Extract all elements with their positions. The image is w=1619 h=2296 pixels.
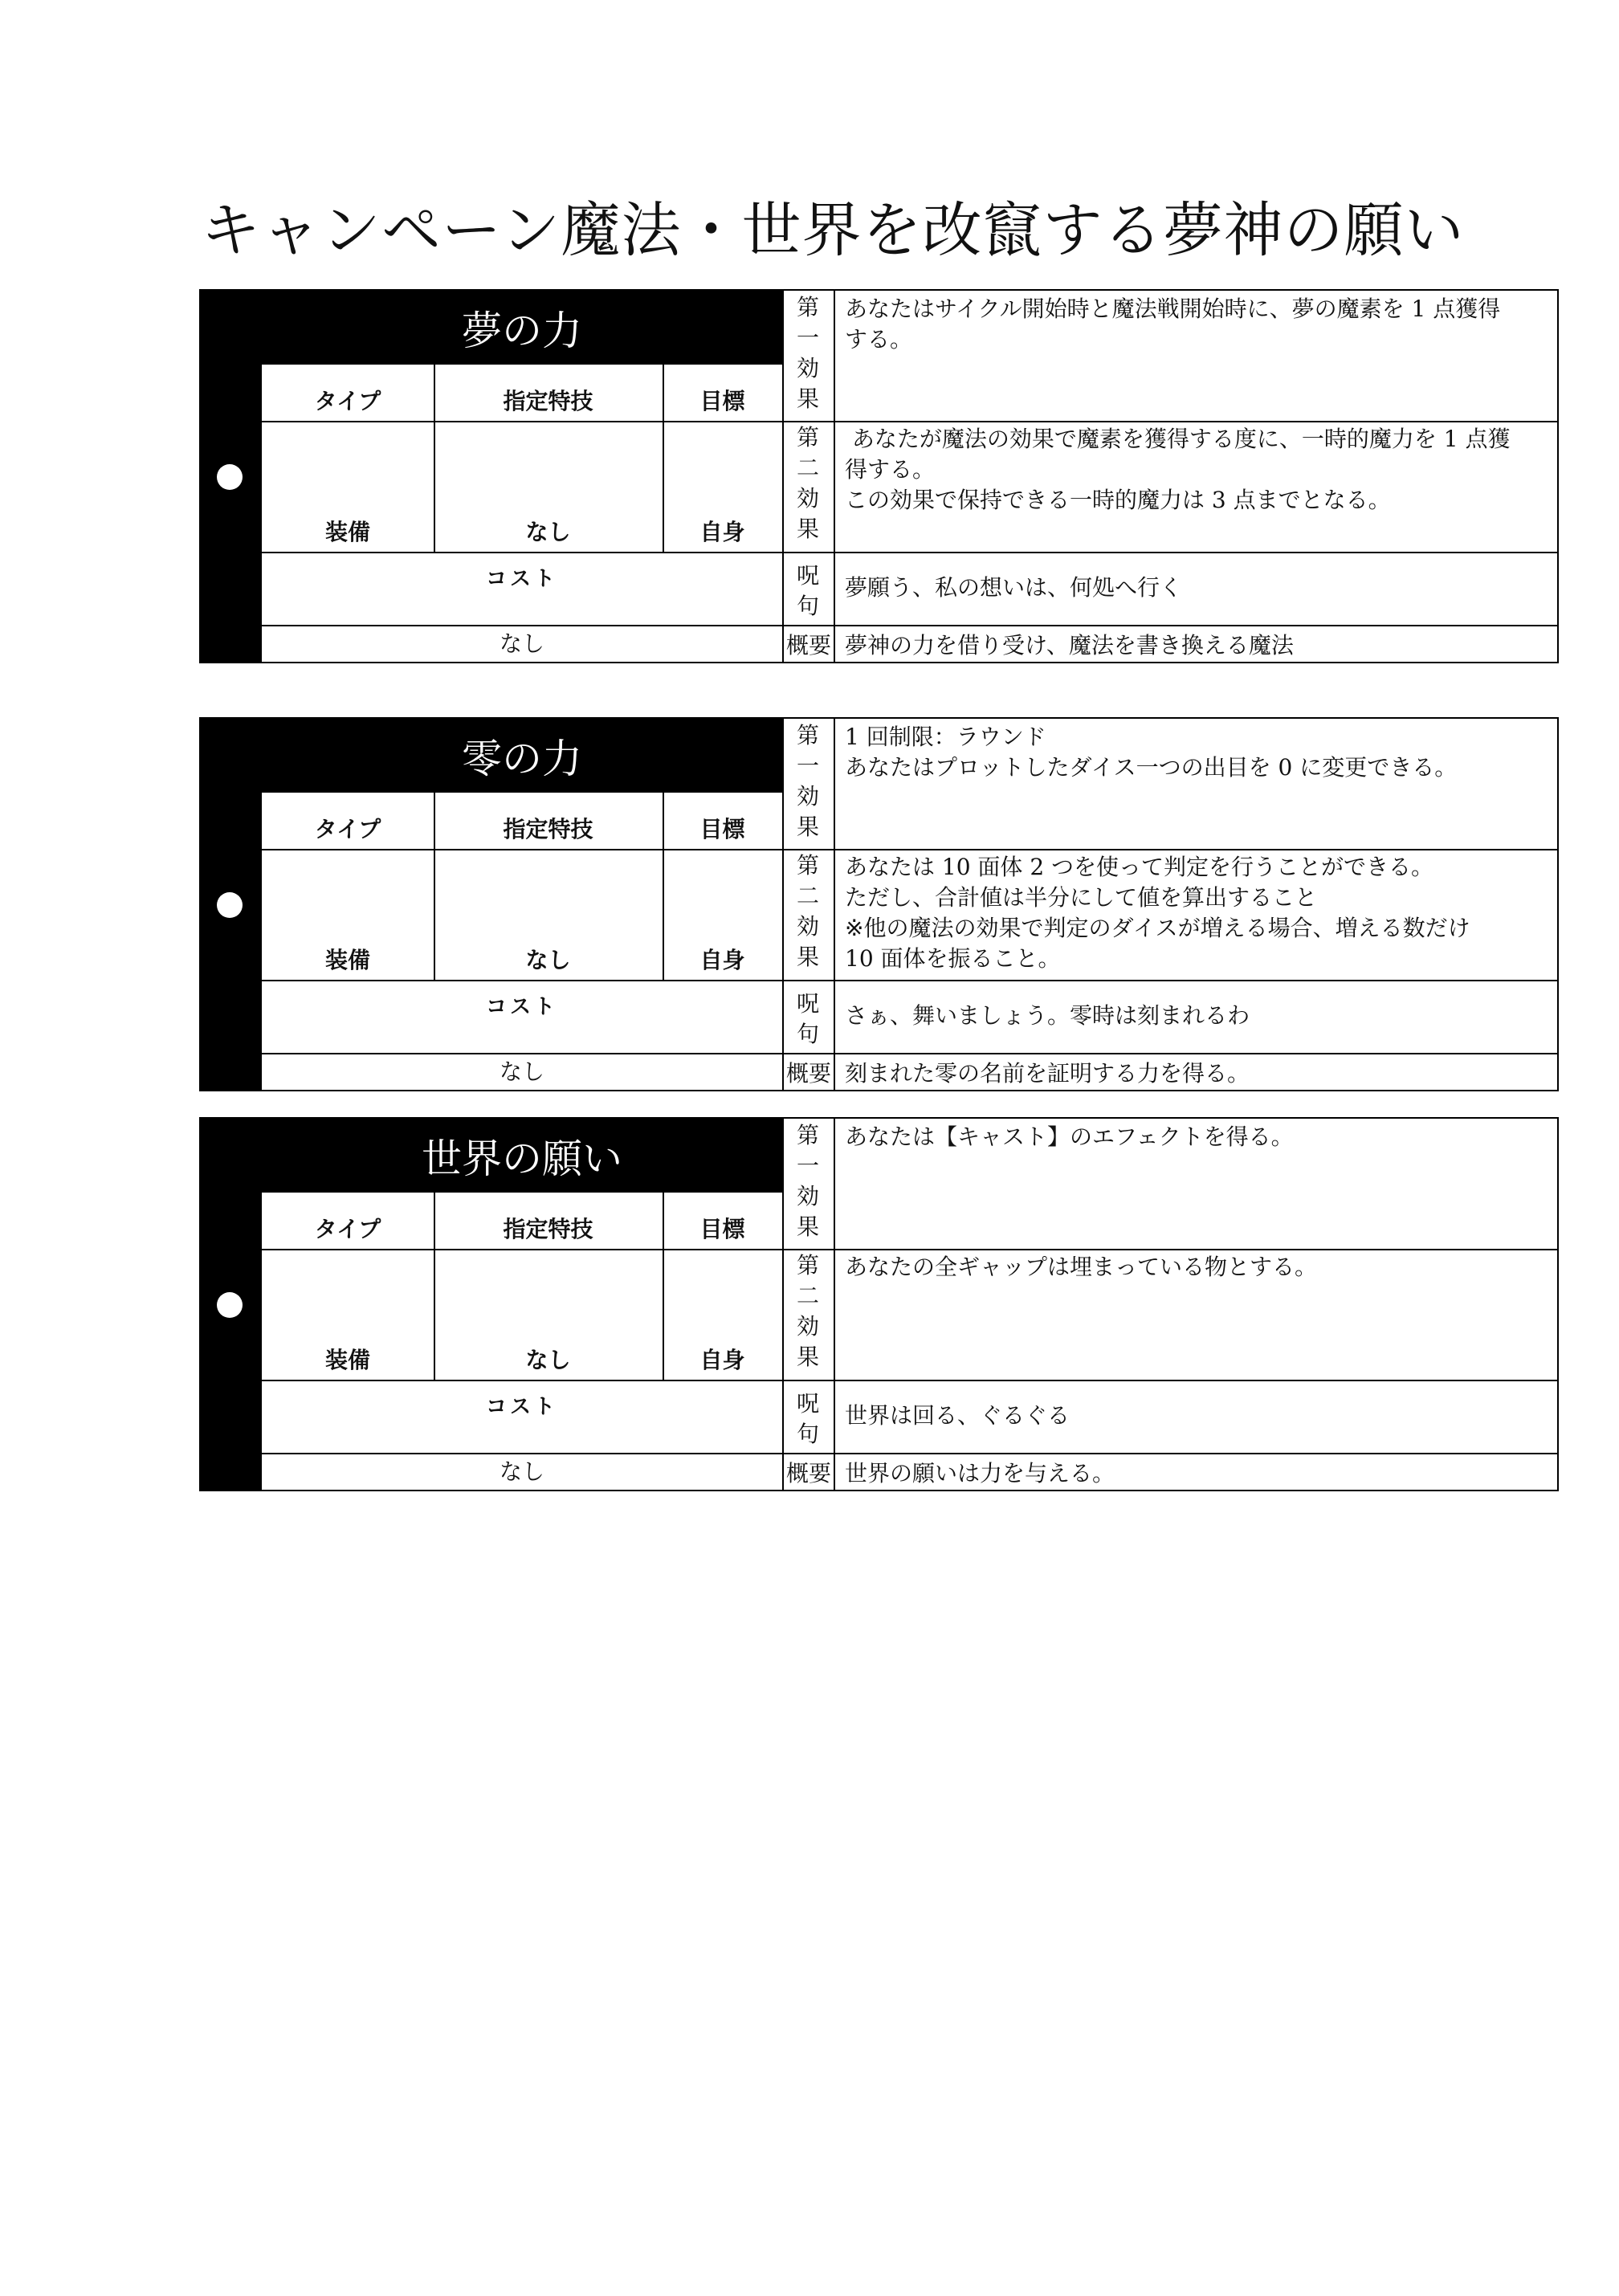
effect2-text: あなたは 10 面体 2 つを使って判定を行うことができる。 ただし、合計値は半分にして値を算出すること ※他の魔法の効果で判定のダイスが増える場合、増える数だけ 10 面体を振ること。: [845, 854, 1470, 972]
target-label: 目標: [699, 388, 745, 414]
incant-label: 呪 句: [796, 562, 819, 619]
cost-value: なし: [499, 630, 544, 657]
summary-label: 概要: [785, 632, 831, 659]
type-value: 装備: [324, 947, 370, 973]
card-grid: [262, 1117, 1559, 1491]
summary-label: 概要: [785, 1460, 831, 1486]
effect2-label: 第 二 効 果: [796, 852, 819, 970]
type-label: タイプ: [314, 816, 381, 842]
effect1-label: 第 一 効 果: [796, 1122, 819, 1240]
divider: [262, 980, 1557, 981]
effect2-text: あなたの全ギャップは埋まっている物とする。: [845, 1254, 1318, 1280]
spell-name: 世界の願い: [262, 1119, 782, 1193]
card-grid: [262, 717, 1559, 1091]
effect2-text: あなたが魔法の効果で魔素を獲得する度に、一時的魔力を 1 点獲 得する。 この効果で保持できる一時的魔力は 3 点までとなる。: [845, 426, 1511, 513]
spell-card: [199, 1117, 1559, 1491]
divider: [262, 1053, 1557, 1054]
divider: [262, 552, 1557, 553]
divider: [262, 1453, 1557, 1454]
skill-label: 指定特技: [503, 388, 593, 414]
divider: [262, 1090, 1557, 1091]
skill-label: 指定特技: [503, 1216, 593, 1242]
divider: [782, 719, 784, 1091]
type-value: 装備: [324, 519, 370, 545]
effect1-text: あなたはサイクル開始時と魔法戦開始時に、夢の魔素を 1 点獲得 する。: [845, 296, 1501, 353]
spell-name: 零の力: [262, 719, 782, 793]
target-label: 目標: [699, 1216, 745, 1242]
divider: [663, 1193, 664, 1380]
divider: [834, 1119, 835, 1491]
divider: [262, 1249, 782, 1250]
summary-text: 夢神の力を借り受け、魔法を書き換える魔法: [845, 632, 1294, 659]
divider: [782, 1119, 784, 1491]
incantation-text: さぁ、舞いましょう。零時は刻まれるわ: [845, 1002, 1250, 1029]
cost-value: なし: [499, 1058, 544, 1085]
spell-card: [199, 289, 1559, 663]
divider: [262, 421, 782, 422]
effect1-label: 第 一 効 果: [796, 722, 819, 840]
incantation-text: 夢願う、私の想いは、何処へ行く: [845, 574, 1183, 601]
divider: [834, 719, 835, 1091]
skill-label: 指定特技: [503, 816, 593, 842]
divider: [262, 662, 1557, 663]
summary-text: 世界の願いは力を与える。: [845, 1460, 1115, 1486]
target-value: 自身: [699, 947, 745, 973]
cost-label: コスト: [485, 567, 558, 591]
divider: [262, 625, 1557, 626]
divider: [262, 1380, 1557, 1381]
type-value: 装備: [324, 1347, 370, 1373]
target-value: 自身: [699, 1347, 745, 1373]
skill-value: なし: [525, 947, 571, 973]
type-label: タイプ: [314, 1216, 381, 1242]
bullet-dot: [217, 892, 243, 918]
page-title: キャンペーン魔法・世界を改竄する夢神の願い: [201, 196, 1465, 265]
effect2-label: 第 二 効 果: [796, 424, 819, 542]
skill-value: なし: [525, 519, 571, 545]
effect1-label: 第 一 効 果: [796, 294, 819, 412]
divider: [262, 1490, 1557, 1491]
incantation-text: 世界は回る、ぐるぐる: [845, 1402, 1070, 1429]
divider: [663, 365, 664, 552]
cost-label: コスト: [485, 1395, 558, 1419]
divider: [434, 793, 435, 980]
cost-value: なし: [499, 1458, 544, 1485]
summary-text: 刻まれた零の名前を証明する力を得る。: [845, 1060, 1250, 1087]
divider: [782, 1249, 1557, 1250]
divider: [434, 1193, 435, 1380]
divider: [434, 365, 435, 552]
divider: [663, 793, 664, 980]
divider: [834, 291, 835, 663]
incant-label: 呪 句: [796, 990, 819, 1047]
bullet-dot: [217, 464, 243, 490]
incant-label: 呪 句: [796, 1390, 819, 1447]
skill-value: なし: [525, 1347, 571, 1373]
target-label: 目標: [699, 816, 745, 842]
divider: [782, 421, 1557, 422]
summary-label: 概要: [785, 1060, 831, 1087]
bullet-dot: [217, 1292, 243, 1318]
effect2-label: 第 二 効 果: [796, 1252, 819, 1370]
effect1-text: あなたは【キャスト】のエフェクトを得る。: [845, 1124, 1294, 1150]
divider: [782, 849, 1557, 850]
card-grid: [262, 289, 1559, 663]
target-value: 自身: [699, 519, 745, 545]
spell-card: [199, 717, 1559, 1091]
cost-label: コスト: [485, 995, 558, 1019]
spell-name: 夢の力: [262, 291, 782, 365]
divider: [782, 291, 784, 663]
type-label: タイプ: [314, 388, 381, 414]
effect1-text: 1 回制限：ラウンド あなたはプロットしたダイス一つの出目を 0 に変更できる。: [845, 724, 1458, 781]
divider: [262, 849, 782, 850]
